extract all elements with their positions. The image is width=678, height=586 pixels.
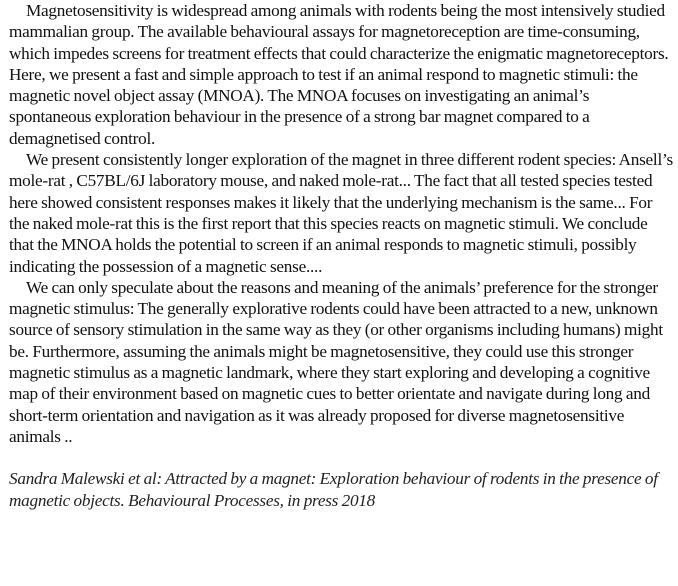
paragraph-spacer xyxy=(9,447,673,468)
citation: Sandra Malewski et al: Attracted by a magnet: Exploration behaviour of rodents in the presence of magnetic objects. Behavioural Processes, in press 2018 xyxy=(9,469,658,510)
paragraph-intro: Magnetosensitivity is widespread among animals with rodents being the most intensively studied mammalian group. The available behavioural assays for magnetoreception are time-consuming, which impedes screens for treatment effects that could characterize the enigmatic magnetoreceptors. Here, we present a fast and simple approach to test if an animal respond to magnetic stimuli: the magnetic novel object assay (MNOA). The MNOA focuses on investigating an animal’s spontaneous exploration behaviour in the presence of a strong bar magnet compared to a demagnetised control. xyxy=(9,1,669,148)
document-body xyxy=(9,0,673,511)
paragraph-discussion: We can only speculate about the reasons and meaning of the animals’ preference for the stronger magnetic stimulus: The generally explorative rodents could have been attracted to a new, unknown source of sensory stimulation in the same way as they (or other organisms including humans) might be. Furthermore, assuming the animals might be magnetosensitive, they could use this stronger magnetic stimulus as a magnetic landmark, where they start exploring and developing a cognitive map of their environment based on magnetic cues to better orientate and navigate during long and short-term orientation and navigation as it was already proposed for diverse magnetosensitive animals .. xyxy=(9,277,663,446)
paragraph-results: We present consistently longer exploration of the magnet in three different rodent species: Ansell’s mole-rat , C57BL/6J laboratory mouse, and naked mole-rat... The fact that all tested species tested here showed consistent responses makes it likely that the underlying mechanism is the same... For the naked mole-rat this is the first report that this species reacts on magnetic stimuli. We conclude that the MNOA holds the potential to screen if an animal responds to magnetic stimuli, possibly indicating the possession of a magnetic sense.... xyxy=(9,150,673,276)
